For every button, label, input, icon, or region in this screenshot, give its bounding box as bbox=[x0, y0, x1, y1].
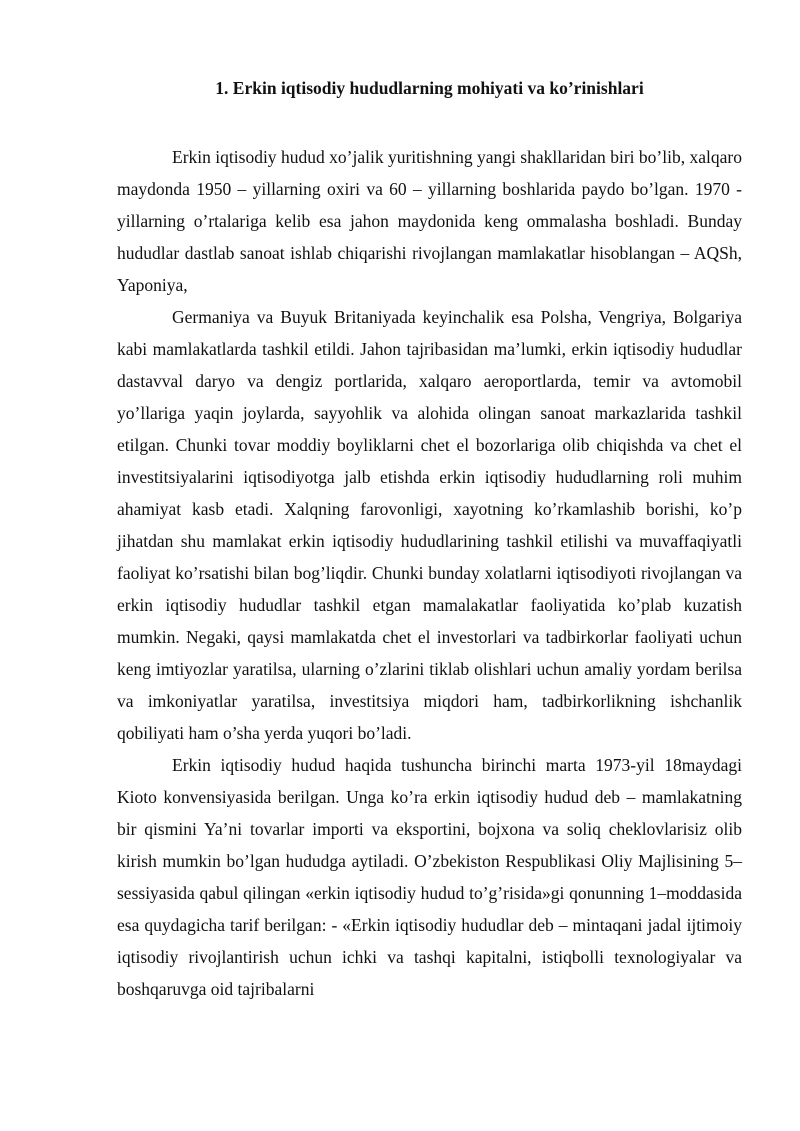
paragraph-1: Erkin iqtisodiy hudud xo’jalik yuritishning yangi shakllaridan biri bo’lib, xalqaro maydonda 1950 – yillarning oxiri va 60 – yillarning boshlarida paydo bo’lgan. 1970 - yillarning o’rtalariga kelib esa jahon maydonida keng ommalasha boshladi. Bunday hududlar dastlab sanoat ishlab chiqarishi rivojlangan mamlakatlar hisoblangan – AQSh, Yaponiya, bbox=[117, 147, 742, 295]
section-title: 1. Erkin iqtisodiy hududlarning mohiyati va ko’rinishlari bbox=[215, 78, 644, 98]
paragraph-3: Erkin iqtisodiy hudud haqida tushuncha birinchi marta 1973-yil 18maydagi Kioto konvensiyasida berilgan. Unga ko’ra erkin iqtisodiy hudud deb – mamlakatning bir qismini Ya’ni tovarlar importi va eksportini, bojxona va soliq cheklovlarisiz olib kirish mumkin bo’lgan hududga aytiladi. O’zbekiston Respublikasi Oliy Majlisining 5–sessiyasida qabul qilingan «erkin iqtisodiy hudud to’g’risida»gi qonunning 1–moddasida esa quydagicha tarif berilgan: - «Erkin iqtisodiy hududlar deb – mintaqani jadal ijtimoiy iqtisodiy rivojlantirish uchun ichki va tashqi kapitalni, istiqbolli texnologiyalar va boshqaruvga oid tajribalarni bbox=[117, 755, 742, 999]
document-page bbox=[117, 72, 742, 1005]
paragraph-2: Germaniya va Buyuk Britaniyada keyinchalik esa Polsha, Vengriya, Bolgariya kabi mamlakatlarda tashkil etildi. Jahon tajribasidan ma’lumki, erkin iqtisodiy hududlar dastavval daryo va dengiz portlarida, xalqaro aeroportlarda, temir va avtomobil yo’llariga yaqin joylarda, sayyohlik va alohida olingan sanoat markazlarida tashkil etilgan. Chunki tovar moddiy boyliklarni chet el bozorlariga olib chiqishda va chet el investitsiyalarini iqtisodiyotga jalb etishda erkin iqtisodiy hududlarning roli muhim ahamiyat kasb etadi. Xalqning farovonligi, xayotning ko’rkamlashib borishi, ko’p jihatdan shu mamlakat erkin iqtisodiy hududlarining tashkil etilishi va muvaffaqiyatli faoliyat ko’rsatishi bilan bog’liqdir. Chunki bunday xolatlarni iqtisodiyoti rivojlangan va erkin iqtisodiy hududlar tashkil etgan mamalakatlar faoliyatida ko’plab kuzatish mumkin. Negaki, qaysi mamlakatda chet el investorlari va tadbirkorlar faoliyati uchun keng imtiyozlar yaratilsa, ularning o’zlarini tiklab olishlari uchun amaliy yordam berilsa va imkoniyatlar yaratilsa, investitsiya miqdori ham, tadbirkorlikning ishchanlik qobiliyati ham o’sha yerda yuqori bo’ladi. bbox=[117, 307, 742, 743]
